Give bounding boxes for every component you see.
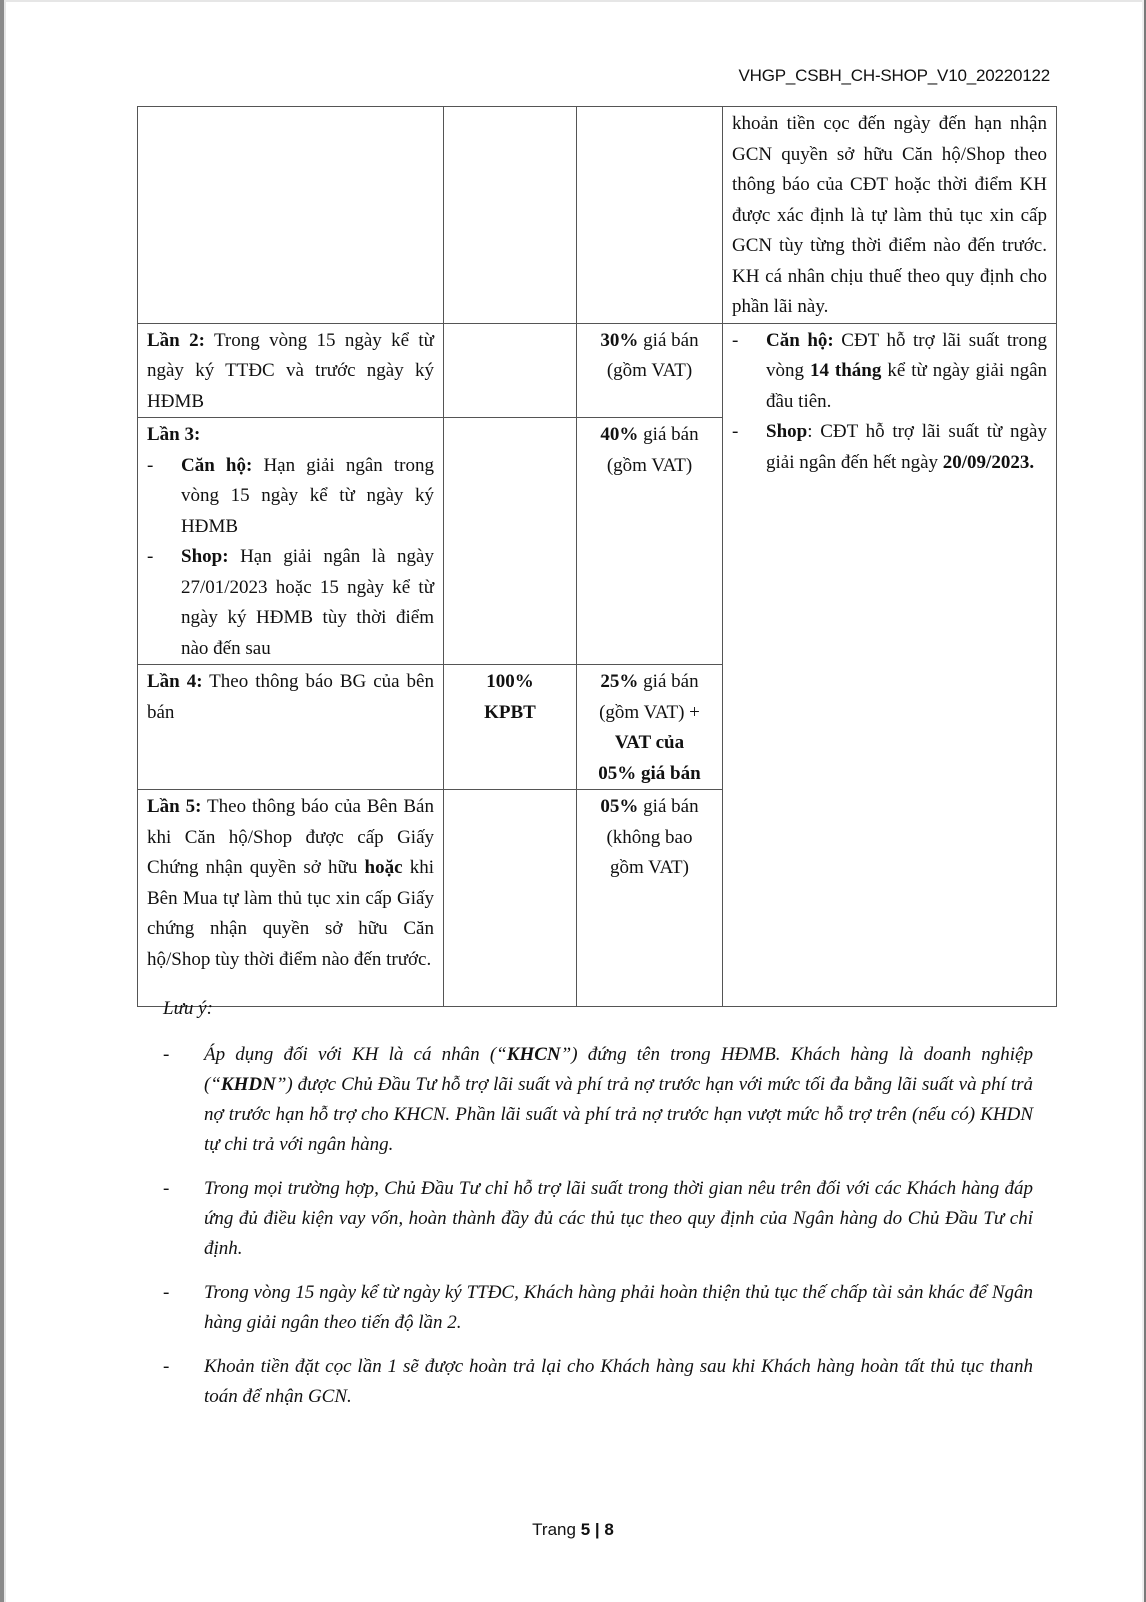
lan-4-label: Lần 4: xyxy=(147,671,203,692)
dash-bullet: - xyxy=(163,1178,170,1199)
cell-lan-5-description xyxy=(138,790,444,1007)
current-page: 5 xyxy=(580,1520,591,1539)
cell-empty xyxy=(444,323,577,418)
note-1-text-e: ”) được Chủ Đầu Tư hỗ trợ lãi suất và phí trả nợ trước hạn với mức tối đa bằng lãi suất và phí trả nợ trước hạn hỗ trợ cho KHCN. Phần lãi suất và phí trả nợ trước hạn vượt mức hỗ trợ trên (nếu có) KHDN tự chi trả với ngân hàng. xyxy=(204,1074,1033,1155)
lan-5-text-a: Theo thông báo của Bên Bán khi Căn hộ/Shop được cấp Giấy Chứng nhận quyền sở hữu xyxy=(147,796,434,878)
lan-4-vat-of: VAT của xyxy=(614,732,685,753)
lan-2-pct: 30% xyxy=(600,329,639,351)
cell-lan-3-percent xyxy=(577,418,723,665)
cell-lan-4-percent xyxy=(577,665,723,790)
support-can-ho-label: Căn hộ: xyxy=(766,329,834,351)
support-shop-date: 20/09/2023. xyxy=(942,451,1035,473)
cell-deposit-interest-note: khoản tiền cọc đến ngày đến hạn nhận GCN quyền sở hữu Căn hộ/Shop theo thông báo của CĐT hoặc thời điểm KH được xác định là tự làm thủ tục xin cấp GCN tùy từng thời điểm nào đến trước. KH cá nhân chịu thuế theo quy định cho phần lãi này. xyxy=(723,107,1057,324)
lan-5-label: Lần 5: xyxy=(147,796,202,817)
note-item-khcn-khdn xyxy=(163,1040,1033,1160)
lan-2-label: Lần 2: xyxy=(147,329,205,351)
lan-3-item-shop xyxy=(147,542,434,664)
document-code-header: VHGP_CSBH_CH-SHOP_V10_20220122 xyxy=(738,66,1050,85)
lan-3-item-can-ho xyxy=(147,451,434,543)
dash-bullet: - xyxy=(163,1044,170,1065)
payment-schedule-table xyxy=(137,106,1057,1007)
cell-empty xyxy=(577,107,723,324)
page-separator: | xyxy=(590,1520,605,1539)
lan-3-can-ho-label: Căn hộ: xyxy=(181,454,253,476)
dash-bullet: - xyxy=(163,1282,170,1303)
cell-interest-support xyxy=(723,323,1057,1007)
lan-4-pct-rest: giá bán xyxy=(638,671,699,692)
page-prefix: Trang xyxy=(532,1520,581,1539)
note-4-text: Khoản tiền đặt cọc lần 1 sẽ được hoàn trả lại cho Khách hàng sau khi Khách hàng hoàn tất thủ tục thanh toán để nhận GCN. xyxy=(204,1356,1033,1407)
lan-2-text: Trong vòng 15 ngày kể từ ngày ký TTĐC và trước ngày ký HĐMB xyxy=(147,329,434,412)
support-can-ho-text-a: CĐT hỗ trợ lãi suất trong vòng xyxy=(766,329,1048,381)
note-item-eligibility xyxy=(163,1174,1033,1264)
support-can-ho-months: 14 tháng xyxy=(809,360,882,381)
lan-3-can-ho-text: Hạn giải ngân trong vòng 15 ngày kể từ ngày ký HĐMB xyxy=(181,454,434,537)
lan-5-pct-rest: giá bán xyxy=(638,796,699,817)
support-item-shop xyxy=(732,417,1047,478)
table-row-continuation xyxy=(138,107,1057,324)
cell-empty xyxy=(444,107,577,324)
dash-bullet: - xyxy=(147,454,154,476)
lan-3-pct-rest: giá bán xyxy=(638,424,699,445)
page-left-shadow xyxy=(4,0,6,1602)
lan-2-pct-rest: giá bán xyxy=(638,329,699,351)
lan-3-shop-text: Hạn giải ngân là ngày 27/01/2023 hoặc 15 ngày kể từ ngày ký HĐMB tùy thời điểm nào đến sau xyxy=(181,546,434,659)
lan-5-pct: 05% xyxy=(600,796,639,817)
lan-4-pct: 25% xyxy=(600,671,639,692)
dash-bullet: - xyxy=(732,421,739,442)
dash-bullet: - xyxy=(147,546,154,567)
cell-lan-5-percent xyxy=(577,790,723,1007)
support-shop-label: Shop xyxy=(766,421,808,442)
lan-3-pct: 40% xyxy=(600,424,639,445)
cell-lan-4-kpbt xyxy=(444,665,577,790)
dash-bullet: - xyxy=(163,1356,170,1377)
lan-4-pct-vat: (gồm VAT) + xyxy=(599,701,700,723)
table-row-lan-2 xyxy=(138,323,1057,418)
page-top-edge xyxy=(0,0,1146,2)
support-shop-text: : CĐT hỗ trợ lãi suất từ ngày giải ngân đến hết ngày xyxy=(766,421,1047,473)
lan-2-pct-vat: (gồm VAT) xyxy=(606,360,693,381)
note-1-text-c: ”) đứng tên trong HĐMB. Khách hàng là doanh nghiệp (“ xyxy=(204,1044,1033,1095)
page-right-shadow xyxy=(1142,0,1144,1602)
cell-lan-4-description xyxy=(138,665,444,790)
page-number-footer xyxy=(0,1520,1146,1540)
lan-5-bold-or: hoặc xyxy=(364,857,403,878)
note-1-text-a: Áp dụng đối với KH là cá nhân (“ xyxy=(204,1044,507,1065)
support-can-ho-text-b: kể từ ngày giải ngân đầu tiên. xyxy=(766,360,1047,412)
notes-title: Lưu ý: xyxy=(163,998,213,1019)
lan-3-pct-vat: (gồm VAT) xyxy=(606,454,693,476)
note-3-text: Trong vòng 15 ngày kể từ ngày ký TTĐC, Khách hàng phải hoàn thiện thủ tục thế chấp tài sản khác để Ngân hàng giải ngân theo tiến độ lần 2. xyxy=(204,1282,1033,1333)
lan-4-kpbt-pct: 100% xyxy=(486,671,534,692)
note-item-mortgage xyxy=(163,1278,1033,1338)
lan-4-kpbt-label: KPBT xyxy=(484,701,536,723)
note-2-text: Trong mọi trường hợp, Chủ Đầu Tư chỉ hỗ trợ lãi suất trong thời gian nêu trên đối với các Khách hàng đáp ứng đủ điều kiện vay vốn, hoàn thành đầy đủ các thủ tục theo quy định của Ngân hàng do Chủ Đầu Tư chỉ định. xyxy=(204,1178,1033,1259)
note-1-khcn: KHCN xyxy=(506,1044,561,1065)
cell-lan-3-description xyxy=(138,418,444,665)
lan-5-pct-line3: gồm VAT) xyxy=(609,857,689,878)
lan-5-text-b: khi Bên Mua tự làm thủ tục xin cấp Giấy chứng nhận quyền sở hữu Căn hộ/Shop tùy thời điểm nào đến trước. xyxy=(147,857,435,970)
cell-empty xyxy=(138,107,444,324)
note-1-khdn: KHDN xyxy=(220,1074,276,1095)
dash-bullet: - xyxy=(732,329,739,351)
lan-3-shop-label: Shop: xyxy=(181,546,229,567)
notes-section xyxy=(163,994,1033,1426)
lan-4-text: Theo thông báo BG của bên bán xyxy=(147,671,434,723)
note-item-deposit-refund xyxy=(163,1352,1033,1412)
cell-lan-2-percent xyxy=(577,323,723,418)
lan-4-vat-5pct: 05% giá bán xyxy=(598,762,701,784)
support-item-can-ho xyxy=(732,326,1047,418)
cell-empty xyxy=(444,418,577,665)
cell-empty xyxy=(444,790,577,1007)
lan-3-label: Lần 3: xyxy=(147,424,201,445)
lan-5-pct-line2: (không bao xyxy=(606,826,693,848)
cell-lan-2-description xyxy=(138,323,444,418)
total-pages: 8 xyxy=(604,1520,614,1539)
